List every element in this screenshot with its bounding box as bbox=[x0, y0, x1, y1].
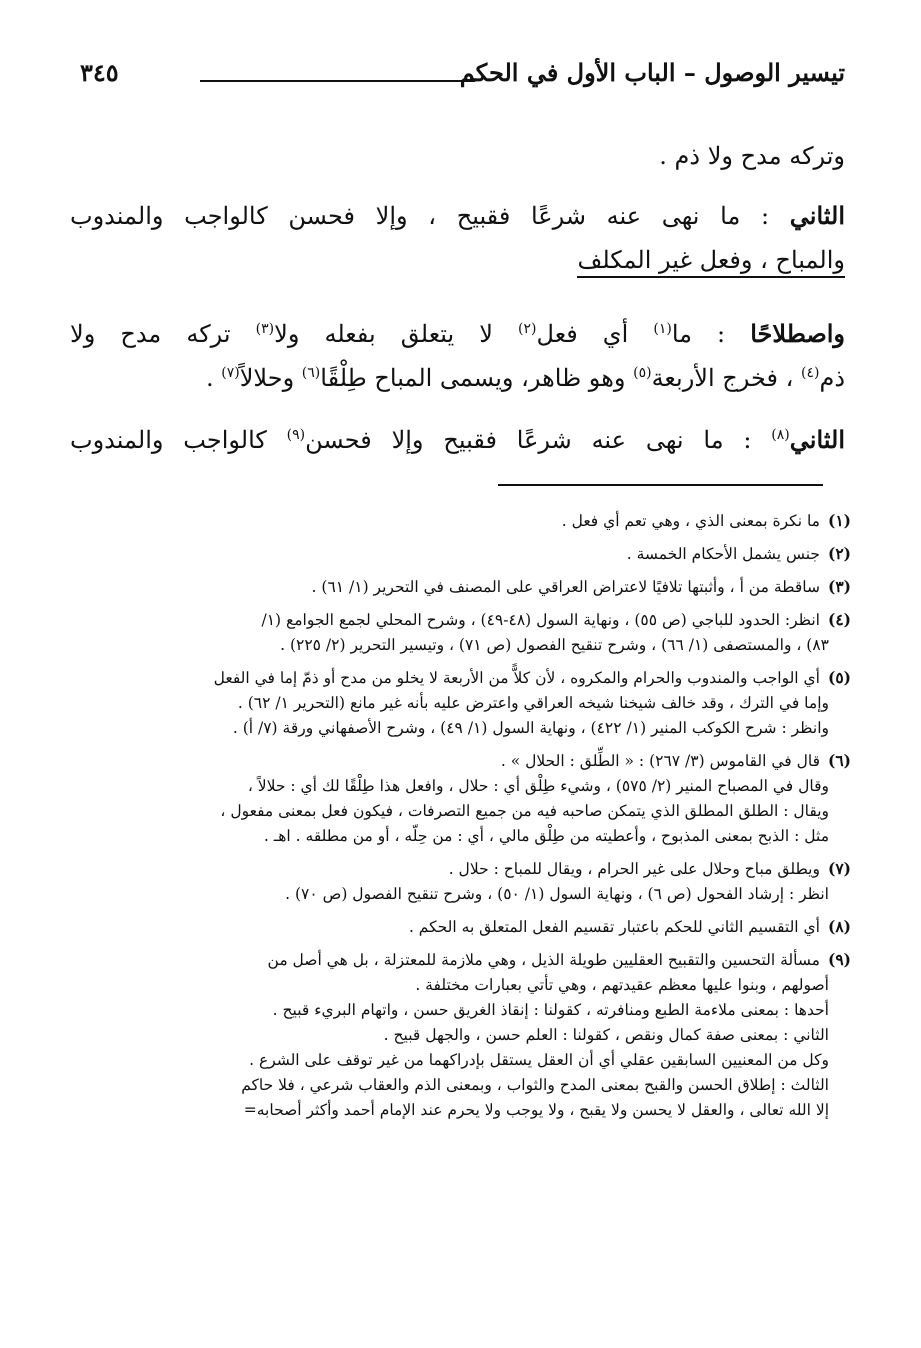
footnote-line: وكل من المعنيين السابقين عقلي أي أن العقل يستقل بإدراكهما من غير توقف على الشرع . bbox=[249, 1051, 829, 1069]
header-title: تيسير الوصول – الباب الأول في الحكم bbox=[459, 58, 845, 87]
footnote-separator bbox=[498, 484, 823, 486]
main-paragraph-2 bbox=[70, 194, 845, 282]
footnotes bbox=[71, 508, 851, 1123]
footnote-number: (٨) bbox=[827, 917, 851, 936]
footnote-number: (٧) bbox=[827, 859, 851, 878]
footnote-line: الثالث : إطلاق الحسن والقبح بمعنى المدح والثواب ، وبمعنى الذم والعقاب شرعي ، فلا حاكم bbox=[241, 1076, 829, 1094]
footnote-line: إلا الله تعالى ، والعقل لا يحسن ولا يقبح ، ولا يوجب ولا يحرم عند الإمام أحمد وأكثر أصحابه= bbox=[243, 1101, 829, 1119]
term-label: الثاني bbox=[789, 425, 845, 454]
text-segment: : ما نهى عنه شرعًا فقبيح وإلا فحسن bbox=[305, 426, 752, 454]
footnote-line: ٨٣) ، والمستصفى (١/ ٦٦) ، وشرح تنقيح الفصول (ص ٧١) ، وتيسير التحرير (٢/ ٢٢٥) . bbox=[280, 636, 829, 654]
footnote-text: ساقطة من أ ، وأثبتها تلافيًا لاعتراض العراقي على المصنف في التحرير (١/ ٦١) . bbox=[311, 578, 820, 596]
footnote-line bbox=[71, 914, 851, 940]
footnote bbox=[71, 607, 851, 658]
footnote-text: أي التقسيم الثاني للحكم باعتبار تقسيم الفعل المتعلق به الحكم . bbox=[408, 918, 820, 936]
paragraph-line bbox=[70, 418, 845, 462]
footnote-text: قال في القاموس (٣/ ٢٦٧) : « الطِّلق : الحلال » . bbox=[500, 752, 820, 770]
footnote-line bbox=[71, 508, 851, 534]
footnote-line: أصولهم ، وبنوا عليها معظم عقيدتهم ، وهي تأتي بعبارات مختلفة . bbox=[415, 976, 829, 994]
main-paragraph-4 bbox=[70, 418, 845, 462]
footnote-marker[interactable]: (٣) bbox=[255, 321, 275, 337]
footnote-line: وقال في المصباح المنير (٢/ ٥٧٥) ، وشيء طِلْق أي : حلال ، وافعل هذا طِلْقًا لك أي : حلالاً ، bbox=[247, 777, 829, 795]
paragraph-line bbox=[70, 238, 845, 282]
text-segment: وهو ظاهر، ويسمى المباح طِلْقًا bbox=[320, 364, 626, 392]
footnote-line bbox=[71, 947, 851, 973]
footnote-text: ما نكرة بمعنى الذي ، وهي تعم أي فعل . bbox=[561, 512, 820, 530]
footnote bbox=[71, 508, 851, 534]
text-segment: : ما bbox=[671, 320, 726, 348]
main-paragraph-1 bbox=[70, 134, 845, 178]
footnote-text: مسألة التحسين والتقبيح العقليين طويلة الذيل ، وهي ملازمة للمعتزلة ، بل هي أصل من bbox=[267, 951, 820, 969]
paragraph-text: وتركه مدح ولا ذم . bbox=[659, 142, 845, 170]
footnote-number: (٥) bbox=[827, 668, 851, 687]
text-segment: ذم bbox=[819, 364, 845, 392]
footnote-text: أي الواجب والمندوب والحرام والمكروه ، لأن كلاًّ من الأربعة لا يخلو من مدح أو ذمّ إما في الفعل bbox=[213, 669, 820, 687]
main-paragraph-3 bbox=[70, 312, 845, 400]
footnote-line: وإما في الترك ، وقد خالف شيخنا شيخه العراقي واعترض عليه بأنه غير مانع (التحرير ١/ ٦٢) . bbox=[237, 694, 829, 712]
term-label: واصطلاحًا bbox=[750, 319, 846, 348]
text-segment: لا يتعلق بفعله ولا bbox=[274, 320, 493, 348]
footnote bbox=[71, 856, 851, 907]
underlined-text: والمباح ، وفعل غير المكلف bbox=[577, 246, 845, 278]
footnote bbox=[71, 541, 851, 567]
paragraph-line bbox=[70, 194, 845, 238]
footnote-number: (٣) bbox=[827, 577, 851, 596]
footnote-text: جنس يشمل الأحكام الخمسة . bbox=[626, 545, 820, 563]
footnote bbox=[71, 914, 851, 940]
footnote-marker[interactable]: (٤) bbox=[800, 365, 820, 381]
term-label: الثاني bbox=[789, 201, 845, 230]
footnote-line bbox=[71, 856, 851, 882]
footnote-line: الثاني : بمعنى صفة كمال ونقص ، كقولنا : العلم حسن ، والجهل قبيح . bbox=[383, 1026, 829, 1044]
footnote-marker[interactable]: (٧) bbox=[221, 365, 240, 381]
footnote-number: (٢) bbox=[827, 544, 851, 563]
footnote-marker[interactable]: (٢) bbox=[518, 321, 537, 337]
footnote-line bbox=[71, 748, 851, 774]
footnote-line bbox=[71, 665, 851, 691]
footnote-line: انظر : إرشاد الفحول (ص ٦) ، ونهاية السول (١/ ٥٠) ، وشرح تنقيح الفصول (ص ٧٠) . bbox=[285, 885, 829, 903]
text-segment: كالواجب والمندوب bbox=[70, 426, 267, 454]
text-segment: أي فعل bbox=[536, 320, 629, 348]
footnote-number: (٦) bbox=[827, 751, 851, 770]
text-segment: ، فخرج الأربعة bbox=[651, 364, 794, 392]
footnote-line bbox=[71, 574, 851, 600]
footnote-line bbox=[71, 607, 851, 633]
footnote-marker[interactable]: (٨) bbox=[771, 427, 790, 443]
footnote-line: مثل : الذبح بمعنى المذبوح ، وأعطيته من طِلْق مالي ، أي : من حِلّه ، أو من مطلقه . اهـ . bbox=[263, 827, 829, 845]
footnote-line: أحدها : بمعنى ملاءمة الطبع ومنافرته ، كقولنا : إنقاذ الغريق حسن ، واتهام البريء قبيح . bbox=[272, 1001, 829, 1019]
footnote-number: (٤) bbox=[827, 610, 851, 629]
footnote bbox=[71, 574, 851, 600]
footnote-text: انظر: الحدود للباجي (ص ٥٥) ، ونهاية السول (٤٨-٤٩) ، وشرح المحلي لجمع الجوامع (١/ bbox=[261, 611, 820, 629]
footnote bbox=[71, 748, 851, 849]
footnote bbox=[71, 947, 851, 1123]
footnote-marker[interactable]: (٩) bbox=[286, 427, 306, 443]
page-number: ٣٤٥ bbox=[80, 58, 119, 87]
footnote-marker[interactable]: (١) bbox=[653, 321, 672, 337]
footnote-text: ويطلق مباح وحلال على غير الحرام ، ويقال للمباح : حلال . bbox=[448, 860, 820, 878]
footnote-line: ويقال : الطلق المطلق الذي يتمكن صاحبه فيه من جميع التصرفات ، فيكون فعل بمعنى مفعول ، bbox=[220, 802, 829, 820]
footnote-marker[interactable]: (٥) bbox=[633, 365, 652, 381]
running-header bbox=[80, 58, 845, 98]
footnote-marker[interactable]: (٦) bbox=[301, 365, 321, 381]
footnote-number: (٩) bbox=[827, 950, 851, 969]
paragraph-text: : ما نهى عنه شرعًا فقبيح ، وإلا فحسن كالواجب والمندوب bbox=[70, 202, 770, 230]
text-segment: . bbox=[205, 364, 214, 392]
footnote-line: وانظر : شرح الكوكب المنير (١/ ٤٢٢) ، ونهاية السول (١/ ٤٩) ، وشرح الأصفهاني ورقة (٧/ أ) . bbox=[232, 719, 829, 737]
paragraph-line bbox=[70, 356, 845, 400]
footnote bbox=[71, 665, 851, 741]
paragraph-line bbox=[70, 312, 845, 356]
footnote-line bbox=[71, 541, 851, 567]
header-rule bbox=[200, 80, 475, 82]
text-segment: تركه مدح ولا bbox=[70, 320, 231, 348]
text-segment: وحلالاً bbox=[239, 364, 295, 392]
footnote-number: (١) bbox=[827, 511, 851, 530]
